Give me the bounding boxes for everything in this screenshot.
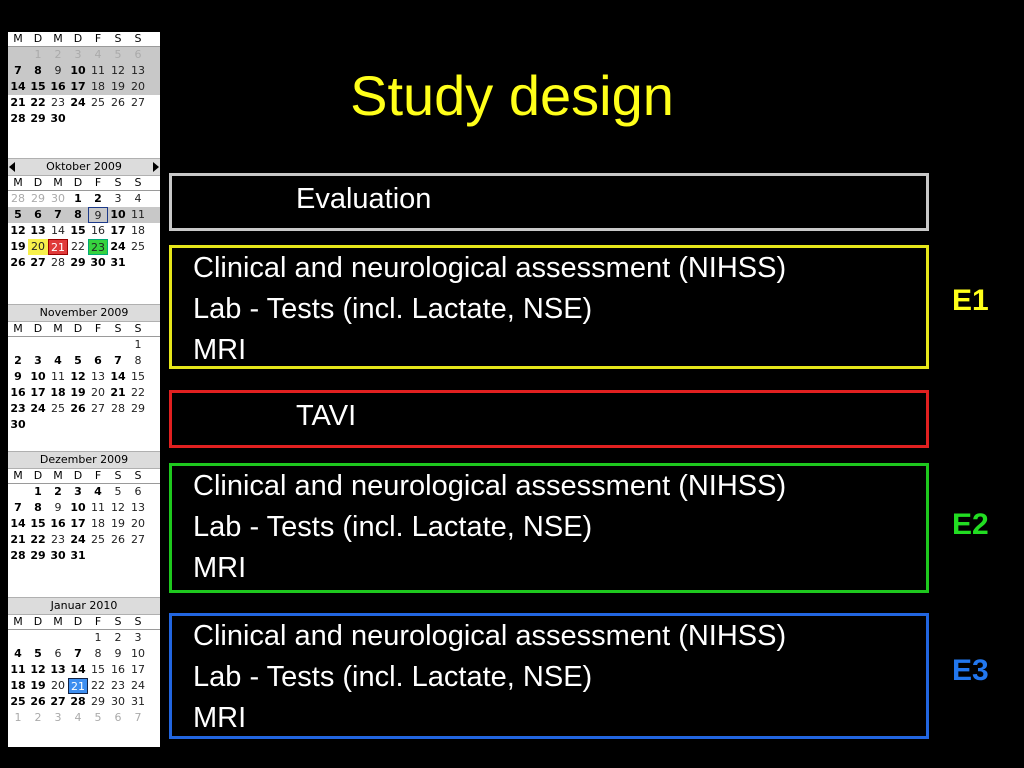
calendar-day[interactable] [28, 630, 48, 646]
calendar-day[interactable]: 16 [111, 663, 125, 676]
calendar-day[interactable]: 27 [131, 96, 145, 109]
calendar-week [8, 207, 160, 223]
calendar-day[interactable]: 14 [51, 224, 65, 237]
weekday-label: M [53, 176, 63, 189]
weekday-label: F [94, 469, 102, 482]
calendar-day[interactable]: 6 [134, 48, 142, 61]
calendar-day[interactable] [48, 337, 68, 353]
calendar-day[interactable]: 28 [10, 112, 26, 125]
assessment-line-mri: MRI [193, 552, 247, 584]
weekday-label: S [114, 176, 122, 189]
calendar-day[interactable]: 20 [131, 517, 145, 530]
calendar-day[interactable] [108, 337, 128, 353]
calendar-week [8, 630, 160, 646]
assessment-line-lab: Lab - Tests (incl. Lactate, NSE) [193, 293, 593, 325]
assessment-line-lab: Lab - Tests (incl. Lactate, NSE) [193, 661, 593, 693]
calendar-day[interactable]: 28 [11, 192, 25, 205]
assessment-line-mri: MRI [193, 702, 247, 734]
weekday-label: D [73, 615, 83, 628]
calendar-week [8, 694, 160, 710]
weekday-label: S [134, 615, 142, 628]
calendar-day[interactable]: 6 [34, 208, 42, 221]
month-header [8, 158, 160, 176]
calendar-day[interactable]: 4 [74, 711, 82, 724]
calendar-day[interactable]: 18 [131, 224, 145, 237]
calendar-day[interactable]: 2 [34, 711, 42, 724]
calendar-day[interactable]: 21 [10, 533, 26, 546]
calendar-day[interactable]: 15 [70, 224, 86, 237]
calendar-day[interactable]: 15 [131, 370, 145, 383]
calendar-day[interactable]: 22 [30, 533, 46, 546]
calendar-day[interactable]: 29 [131, 402, 145, 415]
calendar-day-highlight-green[interactable]: 23 [88, 239, 108, 255]
calendar-day[interactable]: 10 [131, 647, 145, 660]
calendar-day[interactable]: 29 [31, 192, 45, 205]
calendar-day-highlight-red[interactable]: 21 [48, 239, 68, 255]
calendar-day[interactable]: 8 [34, 501, 42, 514]
calendar-day[interactable]: 27 [30, 256, 46, 269]
assessment-line-clinical: Clinical and neurological assessment (NIHSS) [193, 470, 787, 502]
calendar-day[interactable]: 23 [51, 533, 65, 546]
calendar-day[interactable]: 18 [91, 517, 105, 530]
weekday-label: S [134, 32, 142, 45]
calendar-day[interactable]: 11 [91, 501, 105, 514]
weekday-label: M [53, 322, 63, 335]
calendar-day[interactable]: 22 [91, 679, 105, 692]
weekday-label: M [53, 32, 63, 45]
e2-label: E2 [952, 508, 989, 541]
calendar-day[interactable]: 27 [131, 533, 145, 546]
calendar-day[interactable]: 3 [114, 192, 122, 205]
calendar-day[interactable]: 16 [10, 386, 26, 399]
calendar-day[interactable]: 24 [70, 96, 86, 109]
weekday-label: D [73, 32, 83, 45]
calendar-day[interactable]: 13 [131, 64, 145, 77]
calendar-day[interactable]: 7 [74, 647, 82, 660]
calendar-week [8, 678, 160, 694]
calendar-day[interactable]: 1 [94, 631, 102, 644]
weekday-label: D [73, 176, 83, 189]
weekday-label: M [13, 615, 23, 628]
weekday-label: M [13, 322, 23, 335]
calendar-day[interactable]: 17 [131, 663, 145, 676]
e1-label: E1 [952, 284, 989, 317]
calendar-day[interactable]: 20 [91, 386, 105, 399]
calendar-day[interactable]: 1 [34, 48, 42, 61]
calendar-day[interactable]: 11 [10, 663, 26, 676]
calendar-day-today[interactable]: 9 [88, 207, 108, 223]
calendar-day[interactable]: 13 [50, 663, 66, 676]
calendar-day[interactable]: 21 [10, 96, 26, 109]
calendar-day[interactable] [108, 417, 128, 433]
calendar-day[interactable]: 8 [74, 208, 82, 221]
calendar-day[interactable]: 11 [131, 208, 145, 221]
calendar-day[interactable]: 3 [134, 631, 142, 644]
calendar-day[interactable]: 19 [10, 240, 26, 253]
calendar-day[interactable] [68, 417, 88, 433]
calendar-day[interactable]: 5 [94, 711, 102, 724]
month-title: November 2009 [39, 306, 129, 319]
calendar-day[interactable]: 18 [91, 80, 105, 93]
calendar-day[interactable]: 19 [70, 386, 86, 399]
calendar-day[interactable]: 30 [50, 549, 66, 562]
calendar-day[interactable]: 25 [91, 533, 105, 546]
calendar-week [8, 532, 160, 548]
weekday-label: D [73, 322, 83, 335]
calendar-day[interactable]: 12 [111, 64, 125, 77]
weekday-label: S [134, 176, 142, 189]
assessment-box-e2 [169, 463, 929, 593]
calendar-day[interactable]: 15 [30, 80, 46, 93]
month-november-2009 [8, 304, 160, 433]
calendar-day[interactable]: 3 [74, 485, 82, 498]
calendar-day[interactable] [88, 417, 108, 433]
calendar-day[interactable]: 17 [70, 517, 86, 530]
calendar-week [8, 401, 160, 417]
weekday-label: S [134, 322, 142, 335]
calendar-week [8, 500, 160, 516]
calendar-day[interactable]: 25 [51, 402, 65, 415]
calendar-day[interactable]: 4 [134, 192, 142, 205]
calendar-day[interactable]: 9 [54, 501, 62, 514]
calendar-day[interactable]: 6 [114, 711, 122, 724]
calendar-day[interactable]: 22 [131, 386, 145, 399]
calendar-day[interactable]: 6 [54, 647, 62, 660]
calendar-day[interactable]: 5 [114, 48, 122, 61]
calendar-week [8, 191, 160, 207]
assessment-box-e1 [169, 245, 929, 369]
calendar-day[interactable]: 20 [131, 80, 145, 93]
calendar-week [8, 646, 160, 662]
month-header [8, 597, 160, 615]
calendar-day[interactable]: 3 [74, 48, 82, 61]
calendar-day[interactable]: 30 [51, 192, 65, 205]
calendar-day[interactable]: 26 [30, 695, 46, 708]
weekday-label: S [114, 32, 122, 45]
weekday-label: S [114, 615, 122, 628]
assessment-line-clinical: Clinical and neurological assessment (NIHSS) [193, 620, 787, 652]
calendar-day[interactable] [28, 417, 48, 433]
weekday-label: M [13, 176, 23, 189]
calendar-day[interactable]: 19 [30, 679, 46, 692]
calendar-week [8, 516, 160, 532]
calendar-day[interactable]: 9 [114, 647, 122, 660]
weekday-header-row [8, 176, 160, 191]
calendar-day[interactable]: 16 [91, 224, 105, 237]
weekday-header-row [8, 615, 160, 630]
calendar-week [8, 369, 160, 385]
weekday-header-row [8, 32, 160, 47]
calendar-day[interactable] [8, 337, 28, 353]
calendar-day[interactable]: 14 [70, 663, 86, 676]
calendar-day[interactable]: 16 [50, 517, 66, 530]
calendar-week [8, 255, 160, 271]
calendar-day[interactable]: 27 [91, 402, 105, 415]
calendar-day[interactable]: 2 [14, 354, 22, 367]
month-oktober-2009 [8, 158, 160, 271]
calendar-day[interactable]: 8 [34, 64, 42, 77]
evaluation-label: Evaluation [296, 183, 432, 215]
calendar-day[interactable]: 11 [51, 370, 65, 383]
weekday-label: M [13, 469, 23, 482]
calendar-week [8, 484, 160, 500]
calendar-day[interactable] [48, 417, 68, 433]
calendar-day[interactable]: 7 [134, 711, 142, 724]
calendar-day[interactable] [88, 337, 108, 353]
calendar-day[interactable]: 19 [111, 80, 125, 93]
calendar-day[interactable]: 15 [91, 663, 105, 676]
calendar-day[interactable]: 31 [131, 695, 145, 708]
calendar-day[interactable]: 14 [10, 517, 26, 530]
calendar-day[interactable]: 9 [14, 370, 22, 383]
calendar-day[interactable]: 17 [30, 386, 46, 399]
calendar-day[interactable]: 13 [30, 224, 46, 237]
calendar-week [8, 337, 160, 353]
previous-month-icon[interactable] [9, 162, 15, 172]
calendar-day[interactable]: 23 [10, 402, 26, 415]
calendar-week [8, 239, 160, 255]
calendar-day[interactable]: 5 [74, 354, 82, 367]
calendar-day[interactable]: 10 [110, 208, 126, 221]
calendar-week [8, 385, 160, 401]
month-header [8, 451, 160, 469]
month-dezember-2009 [8, 451, 160, 564]
assessment-box-e3 [169, 613, 929, 739]
calendar-day[interactable]: 31 [70, 549, 86, 562]
month-header [8, 304, 160, 322]
calendar-day[interactable]: 28 [10, 549, 26, 562]
calendar-day[interactable]: 12 [111, 501, 125, 514]
weekday-label: F [94, 32, 102, 45]
tavi-box [169, 390, 929, 448]
calendar-day[interactable]: 12 [70, 370, 86, 383]
calendar-day[interactable]: 2 [114, 631, 122, 644]
calendar-day[interactable]: 10 [70, 64, 86, 77]
calendar-day[interactable]: 23 [51, 96, 65, 109]
tavi-label: TAVI [296, 400, 357, 432]
weekday-label: S [114, 469, 122, 482]
calendar-day[interactable]: 1 [14, 711, 22, 724]
assessment-line-mri: MRI [193, 334, 247, 366]
calendar-day[interactable]: 1 [134, 338, 142, 351]
month-januar-2010 [8, 597, 160, 726]
calendar-day[interactable]: 7 [54, 208, 62, 221]
calendar-day[interactable]: 10 [70, 501, 86, 514]
calendar-day[interactable]: 13 [91, 370, 105, 383]
assessment-line-clinical: Clinical and neurological assessment (NIHSS) [193, 252, 787, 284]
month-title: Januar 2010 [50, 599, 118, 612]
calendar-day[interactable]: 30 [50, 112, 66, 125]
weekday-label: F [94, 615, 102, 628]
calendar-day[interactable]: 28 [70, 695, 86, 708]
calendar-day[interactable]: 26 [70, 402, 86, 415]
calendar-day[interactable]: 4 [54, 354, 62, 367]
evaluation-box [169, 173, 929, 231]
calendar-day[interactable]: 29 [30, 549, 46, 562]
month-title: Oktober 2009 [46, 160, 122, 173]
calendar-day[interactable]: 17 [110, 224, 126, 237]
calendar-day[interactable]: 12 [10, 224, 26, 237]
weekday-label: D [33, 469, 43, 482]
weekday-header-row [8, 322, 160, 337]
calendar-day[interactable]: 5 [14, 208, 22, 221]
calendar-day[interactable] [128, 417, 148, 433]
calendar-day[interactable]: 16 [50, 80, 66, 93]
weekday-label: F [94, 176, 102, 189]
weekday-label: S [114, 322, 122, 335]
calendar-day[interactable]: 14 [110, 370, 126, 383]
calendar-day[interactable]: 6 [94, 354, 102, 367]
calendar-day[interactable]: 8 [94, 647, 102, 660]
calendar-day[interactable]: 18 [10, 679, 26, 692]
assessment-line-lab: Lab - Tests (incl. Lactate, NSE) [193, 511, 593, 543]
calendar-day[interactable]: 20 [51, 679, 65, 692]
calendar-day[interactable]: 18 [50, 386, 66, 399]
weekday-label: F [94, 322, 102, 335]
calendar-day[interactable]: 23 [111, 679, 125, 692]
weekday-label: D [33, 615, 43, 628]
calendar-day[interactable]: 6 [134, 485, 142, 498]
calendar-day[interactable]: 30 [90, 256, 106, 269]
calendar-day[interactable]: 24 [110, 240, 126, 253]
calendar-day[interactable]: 4 [94, 48, 102, 61]
calendar-day[interactable]: 26 [10, 256, 26, 269]
calendar-day[interactable]: 1 [34, 485, 42, 498]
calendar-day[interactable] [128, 548, 148, 564]
calendar-day[interactable]: 30 [111, 695, 125, 708]
calendar-day[interactable]: 22 [30, 96, 46, 109]
calendar-day[interactable]: 24 [30, 402, 46, 415]
calendar-day[interactable] [68, 337, 88, 353]
calendar-day[interactable] [128, 255, 148, 271]
calendar-day[interactable]: 21 [110, 386, 126, 399]
calendar-week [8, 548, 160, 564]
calendar-day[interactable]: 30 [10, 418, 26, 431]
calendar-day[interactable]: 26 [111, 533, 125, 546]
calendar-day[interactable]: 24 [131, 679, 145, 692]
calendar-day[interactable] [48, 630, 68, 646]
calendar-day[interactable] [8, 484, 28, 500]
calendar-day[interactable]: 29 [91, 695, 105, 708]
weekday-label: M [53, 469, 63, 482]
calendar-day[interactable]: 11 [91, 64, 105, 77]
calendar-day[interactable]: 2 [94, 192, 102, 205]
calendar-day[interactable]: 17 [70, 80, 86, 93]
calendar-day[interactable]: 5 [114, 485, 122, 498]
calendar-day[interactable]: 8 [134, 354, 142, 367]
next-month-icon[interactable] [153, 162, 159, 172]
calendar-day[interactable] [68, 630, 88, 646]
weekday-label: D [33, 32, 43, 45]
calendar-day[interactable]: 28 [51, 256, 65, 269]
calendar-day[interactable]: 3 [34, 354, 42, 367]
calendar-day[interactable] [108, 548, 128, 564]
calendar-day[interactable]: 12 [30, 663, 46, 676]
calendar-day[interactable]: 19 [111, 517, 125, 530]
weekday-label: M [53, 615, 63, 628]
weekday-label: D [33, 322, 43, 335]
calendar-week [8, 223, 160, 239]
calendar-day[interactable]: 7 [14, 64, 22, 77]
calendar-day[interactable]: 14 [10, 80, 26, 93]
calendar-strip [8, 32, 160, 747]
calendar-day[interactable]: 24 [70, 533, 86, 546]
weekday-label: D [33, 176, 43, 189]
weekday-header-row [8, 469, 160, 484]
e3-label: E3 [952, 654, 989, 687]
calendar-day[interactable]: 25 [91, 96, 105, 109]
weekday-label: D [73, 469, 83, 482]
calendar-day[interactable]: 15 [30, 517, 46, 530]
weekday-label: M [13, 32, 23, 45]
calendar-week [8, 710, 160, 726]
calendar-day[interactable]: 4 [94, 485, 102, 498]
calendar-day[interactable]: 31 [110, 256, 126, 269]
calendar-day[interactable] [28, 337, 48, 353]
calendar-day[interactable] [8, 630, 28, 646]
calendar-day[interactable]: 4 [14, 647, 22, 660]
calendar-day[interactable]: 2 [54, 485, 62, 498]
calendar-day[interactable]: 7 [14, 501, 22, 514]
calendar-day[interactable] [88, 548, 108, 564]
calendar-day[interactable]: 29 [30, 112, 46, 125]
calendar-day[interactable]: 28 [111, 402, 125, 415]
calendar-day[interactable]: 10 [30, 370, 46, 383]
calendar-week [8, 417, 160, 433]
calendar-day[interactable]: 7 [114, 354, 122, 367]
calendar-day[interactable]: 13 [131, 501, 145, 514]
calendar-day[interactable]: 22 [71, 240, 85, 253]
calendar-day-highlight-yellow[interactable]: 20 [28, 239, 48, 255]
weekday-label: S [134, 469, 142, 482]
calendar-day[interactable]: 2 [54, 48, 62, 61]
calendar-day[interactable]: 25 [10, 695, 26, 708]
calendar-day[interactable]: 27 [50, 695, 66, 708]
calendar-day-highlight-blue[interactable]: 21 [68, 678, 88, 694]
calendar-week [8, 353, 160, 369]
calendar-day[interactable]: 29 [70, 256, 86, 269]
calendar-day[interactable]: 5 [34, 647, 42, 660]
calendar-day[interactable]: 25 [131, 240, 145, 253]
month-title: Dezember 2009 [39, 453, 129, 466]
calendar-day[interactable]: 26 [111, 96, 125, 109]
calendar-week [8, 662, 160, 678]
calendar-day[interactable]: 3 [54, 711, 62, 724]
slide-title: Study design [350, 64, 674, 127]
calendar-day[interactable]: 9 [54, 64, 62, 77]
calendar-day[interactable]: 1 [74, 192, 82, 205]
